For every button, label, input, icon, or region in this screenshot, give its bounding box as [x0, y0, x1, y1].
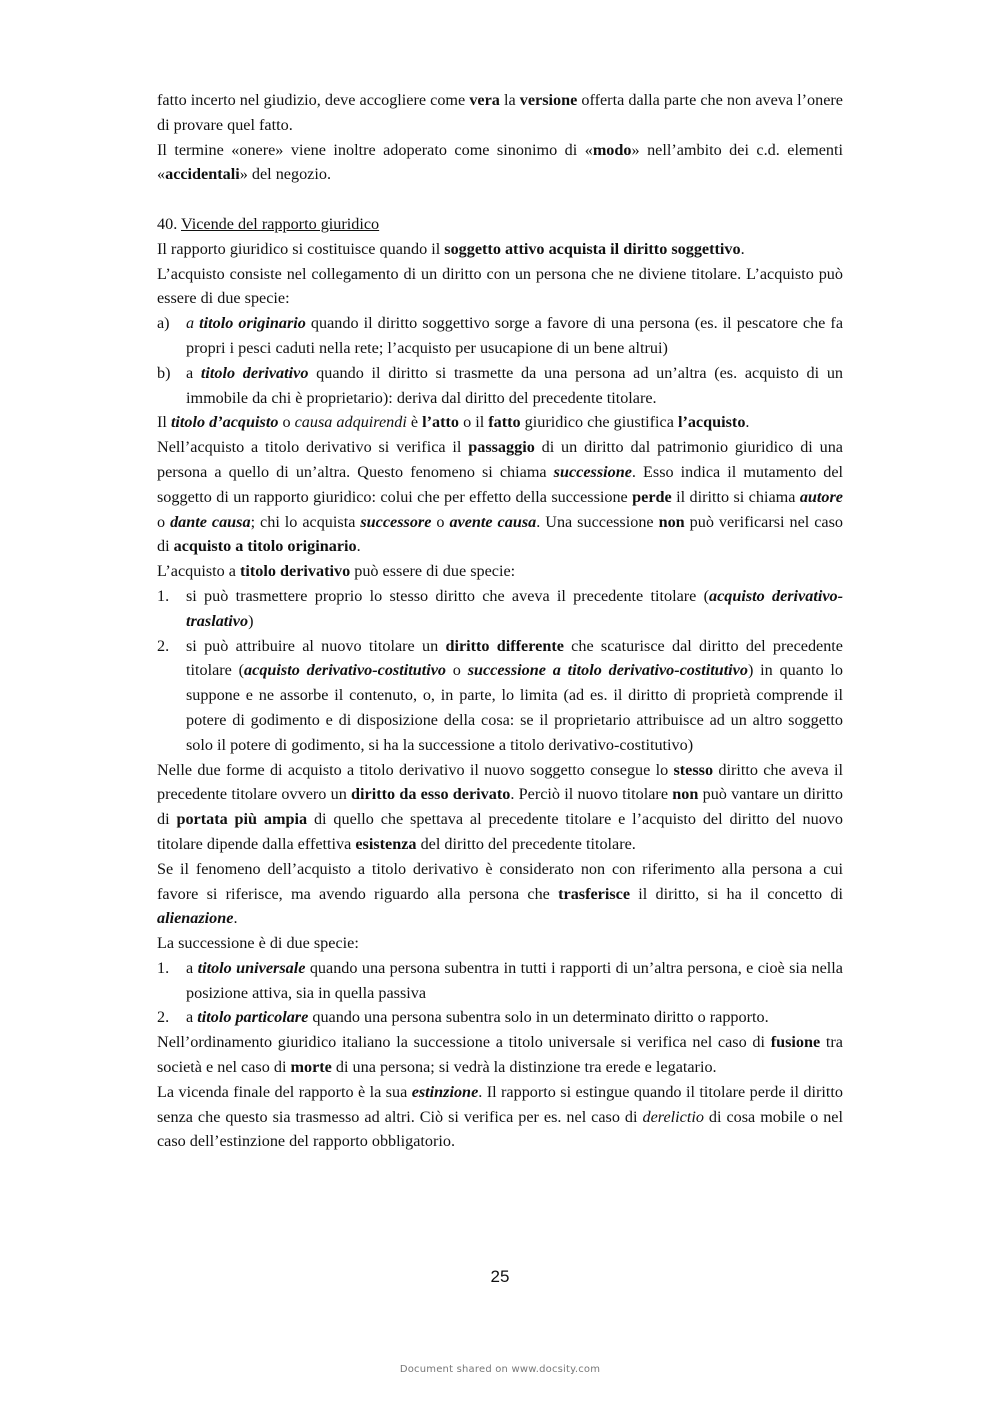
list-item-text	[186, 956, 843, 1006]
text-run: versione	[519, 91, 578, 109]
text-run: quando una persona subentra solo in un determinato diritto o rapporto.	[308, 1008, 769, 1027]
text-run: stesso	[673, 760, 714, 779]
paragraph	[157, 1080, 843, 1154]
text-run: titolo derivativo	[200, 363, 309, 382]
text-run: può vantare un diritto di	[157, 785, 844, 829]
text-run: . Una successione	[536, 512, 659, 531]
list-marker: 1.	[157, 958, 170, 977]
text-run: tra società e nel caso di	[157, 1033, 843, 1077]
paragraph	[157, 435, 843, 559]
text-run: soggetto attivo acquista il diritto soggettivo	[444, 239, 741, 258]
paragraph	[157, 410, 843, 435]
text-run: quando il diritto soggettivo sorge a favore di una persona (es. il pescatore che fa propri i pesci caduti nella rete; l’acquisto per usucapione di un bene altrui)	[186, 314, 844, 357]
text-run: titolo particolare	[197, 1008, 309, 1027]
list-item-text	[186, 634, 843, 758]
text-run: fusione	[770, 1033, 821, 1052]
text-run: o	[431, 512, 450, 531]
text-run: L’acquisto a	[157, 562, 241, 581]
text-run: Se il fenomeno dell’acquisto a titolo derivativo è considerato non con riferimento alla persona a cui favore si riferisce, ma avendo riguardo alla persona che	[157, 859, 843, 903]
list-acquisto-specie	[157, 311, 843, 410]
spacer	[157, 187, 843, 212]
paragraph	[157, 262, 843, 312]
text-run: successione a titolo derivativo-costitutivo	[467, 661, 748, 680]
paragraph	[157, 138, 843, 188]
text-run: del diritto del precedente titolare.	[416, 834, 636, 853]
text-run: L’acquisto consiste nel collegamento di un diritto con un persona che ne diviene titolare. L’acquisto può essere di due specie:	[157, 264, 843, 308]
list-item-text	[186, 311, 843, 361]
text-run: Il rapporto giuridico si costituisce quando il	[157, 239, 445, 258]
list-item-text	[186, 584, 843, 634]
text-run: ) in quanto lo suppone e ne assorbe il contenuto, o, in parte, lo limita (ad es. il diritto di proprietà comprende il potere di godimento e di disposizione della cosa: se il proprietario attribuisce ad un altro soggetto solo il potere di godimento, si ha la successione a titolo derivativo-costitutivo)	[186, 661, 844, 754]
section-title: Vicende del rapporto giuridico	[181, 214, 380, 233]
paragraph	[157, 559, 843, 584]
text-run: si può trasmettere proprio lo stesso diritto che aveva il precedente titolare (	[186, 586, 709, 605]
text-run: di quello che spettava al precedente titolare e l’acquisto del diritto del nuovo titolare dipende dalla effettiva	[157, 810, 843, 853]
list-marker: 1.	[157, 586, 170, 605]
text-run: perde	[632, 487, 672, 506]
page-number: 25	[490, 1267, 510, 1286]
text-run: . Esso indica il mutamento del soggetto di un rapporto giuridico: colui che per effetto della successione	[157, 462, 844, 506]
text-run: modo	[592, 140, 632, 159]
text-run: offerta dalla parte che non aveva l’onere di provare quel fatto.	[157, 91, 843, 134]
text-run: può verificarsi nel caso di	[157, 512, 843, 556]
text-run: vera	[469, 91, 500, 109]
list-marker: b)	[157, 363, 171, 382]
text-run: acquisto derivativo-traslativo	[186, 586, 843, 630]
text-run: titolo derivativo	[240, 562, 351, 581]
text-run: o	[445, 661, 468, 680]
text-run: autore	[799, 487, 843, 506]
text-run: successione	[553, 462, 632, 481]
text-run: a	[186, 958, 198, 977]
text-run: estinzione	[411, 1082, 479, 1101]
text-run: » nell’ambito dei c.d. elementi «	[157, 140, 843, 184]
text-run: .	[740, 239, 745, 258]
text-run: )	[248, 611, 254, 630]
text-run: Il	[157, 413, 171, 432]
list-item	[157, 311, 843, 361]
paragraph	[157, 1030, 843, 1080]
list-item	[157, 956, 843, 1006]
text-run: si può attribuire al nuovo titolare un	[186, 636, 446, 655]
text-run: La successione è di due specie:	[157, 934, 359, 953]
paragraph	[157, 237, 843, 262]
text-run: di una persona; si vedrà la distinzione tra erede e legatario.	[331, 1058, 717, 1077]
text-run: di un diritto dal patrimonio giuridico di una persona a quello di un’altra. Questo fenomeno si chiama	[157, 438, 843, 481]
list-item	[157, 584, 843, 634]
text-run: Nelle due forme di acquisto a titolo derivativo il nuovo soggetto consegue lo	[157, 760, 674, 779]
text-run: Nell’acquisto a titolo derivativo si verifica il	[157, 438, 469, 457]
document-page	[157, 88, 843, 1154]
text-run: Nell’ordinamento giuridico italiano la successione a titolo universale si verifica nel caso di	[157, 1033, 771, 1052]
text-run: accidentali	[165, 165, 240, 184]
section-number: 40.	[157, 214, 178, 233]
text-run: di cosa mobile o nel caso dell’estinzione del rapporto obbligatorio.	[157, 1107, 843, 1151]
text-run: portata più ampia	[176, 810, 308, 829]
list-marker: 2.	[157, 636, 170, 655]
text-run: passaggio	[468, 438, 535, 457]
text-run: .	[745, 413, 750, 432]
text-run: La vicenda finale del rapporto è la sua	[157, 1082, 412, 1101]
text-run: diritto differente	[445, 636, 564, 655]
text-run: morte	[290, 1058, 332, 1077]
text-run: fatto	[488, 413, 521, 432]
text-run: acquisto derivativo-costitutivo	[244, 661, 446, 680]
text-run: quando il diritto si trasmette da una persona ad un’altra (es. acquisto di un immobile da chi è proprietario): deriva dal diritto del precedente titolare.	[186, 363, 844, 407]
text-run: trasferisce	[558, 884, 631, 903]
text-run: alienazione	[157, 909, 234, 928]
text-run: diritto da esso derivato	[351, 785, 511, 804]
section-heading	[157, 212, 843, 237]
list-item	[157, 634, 843, 758]
text-run: diritto che aveva il precedente titolare ovvero un	[157, 760, 843, 804]
list-item-text	[186, 1005, 843, 1030]
text-run: la	[499, 91, 520, 109]
text-run: a	[186, 314, 200, 333]
text-run: . Il rapporto si estingue quando il titolare perde il diritto senza che questo sia trasmesso ad altri. Ciò si verifica per es. nel caso di	[157, 1082, 843, 1126]
text-run: l’atto	[422, 413, 460, 432]
paragraph	[157, 88, 843, 138]
text-run: Il termine «onere» viene inoltre adoperato come sinonimo di «	[157, 140, 593, 159]
text-run: acquisto a titolo originario	[173, 537, 357, 556]
text-run: » del negozio.	[239, 165, 331, 184]
paragraph	[157, 931, 843, 956]
text-run: è	[406, 413, 423, 432]
text-run: a	[186, 1008, 198, 1027]
text-run: avente causa	[449, 512, 537, 531]
text-run: titolo universale	[197, 958, 306, 977]
text-run: l’acquisto	[677, 413, 746, 432]
text-run: giuridico che giustifica	[520, 413, 678, 432]
list-marker: 2.	[157, 1008, 170, 1027]
text-run: o	[157, 512, 171, 531]
text-run: può essere di due specie:	[350, 562, 516, 581]
list-marker: a)	[157, 314, 170, 333]
text-run: o	[278, 413, 295, 432]
text-run: fatto incerto nel giudizio, deve accogliere come	[157, 91, 470, 109]
text-run: ; chi lo acquista	[250, 512, 361, 531]
text-run: a	[186, 363, 201, 382]
text-run: .	[356, 537, 361, 556]
text-run: .	[233, 909, 238, 928]
text-run: o il	[459, 413, 489, 432]
text-run: il diritto si chiama	[671, 487, 800, 506]
list-item-text	[186, 361, 843, 411]
footer-watermark: Document shared on www.docsity.com	[399, 1364, 601, 1375]
text-run: dante causa	[170, 512, 251, 531]
text-run: che scaturisce dal diritto del precedente titolare (	[186, 636, 843, 680]
text-run: il diritto, si ha il concetto di	[630, 884, 843, 903]
paragraph	[157, 758, 843, 857]
text-run: non	[672, 785, 699, 804]
text-run: causa adquirendi	[294, 413, 407, 432]
paragraph	[157, 857, 843, 931]
list-derivativo-specie	[157, 584, 843, 758]
text-run: derelictio	[642, 1107, 704, 1126]
text-run: non	[658, 512, 685, 531]
list-successione-specie	[157, 956, 843, 1030]
text-run: successore	[360, 512, 432, 531]
text-run: quando una persona subentra in tutti i rapporti di un’altra persona, e cioè sia nella posizione attiva, sia in quella passiva	[186, 958, 843, 1002]
text-run: . Perciò il nuovo titolare	[510, 785, 673, 804]
text-run: titolo d’acquisto	[170, 413, 279, 432]
list-item	[157, 361, 843, 411]
text-run: titolo originario	[199, 314, 306, 333]
list-item	[157, 1005, 843, 1030]
text-run: esistenza	[355, 834, 417, 853]
